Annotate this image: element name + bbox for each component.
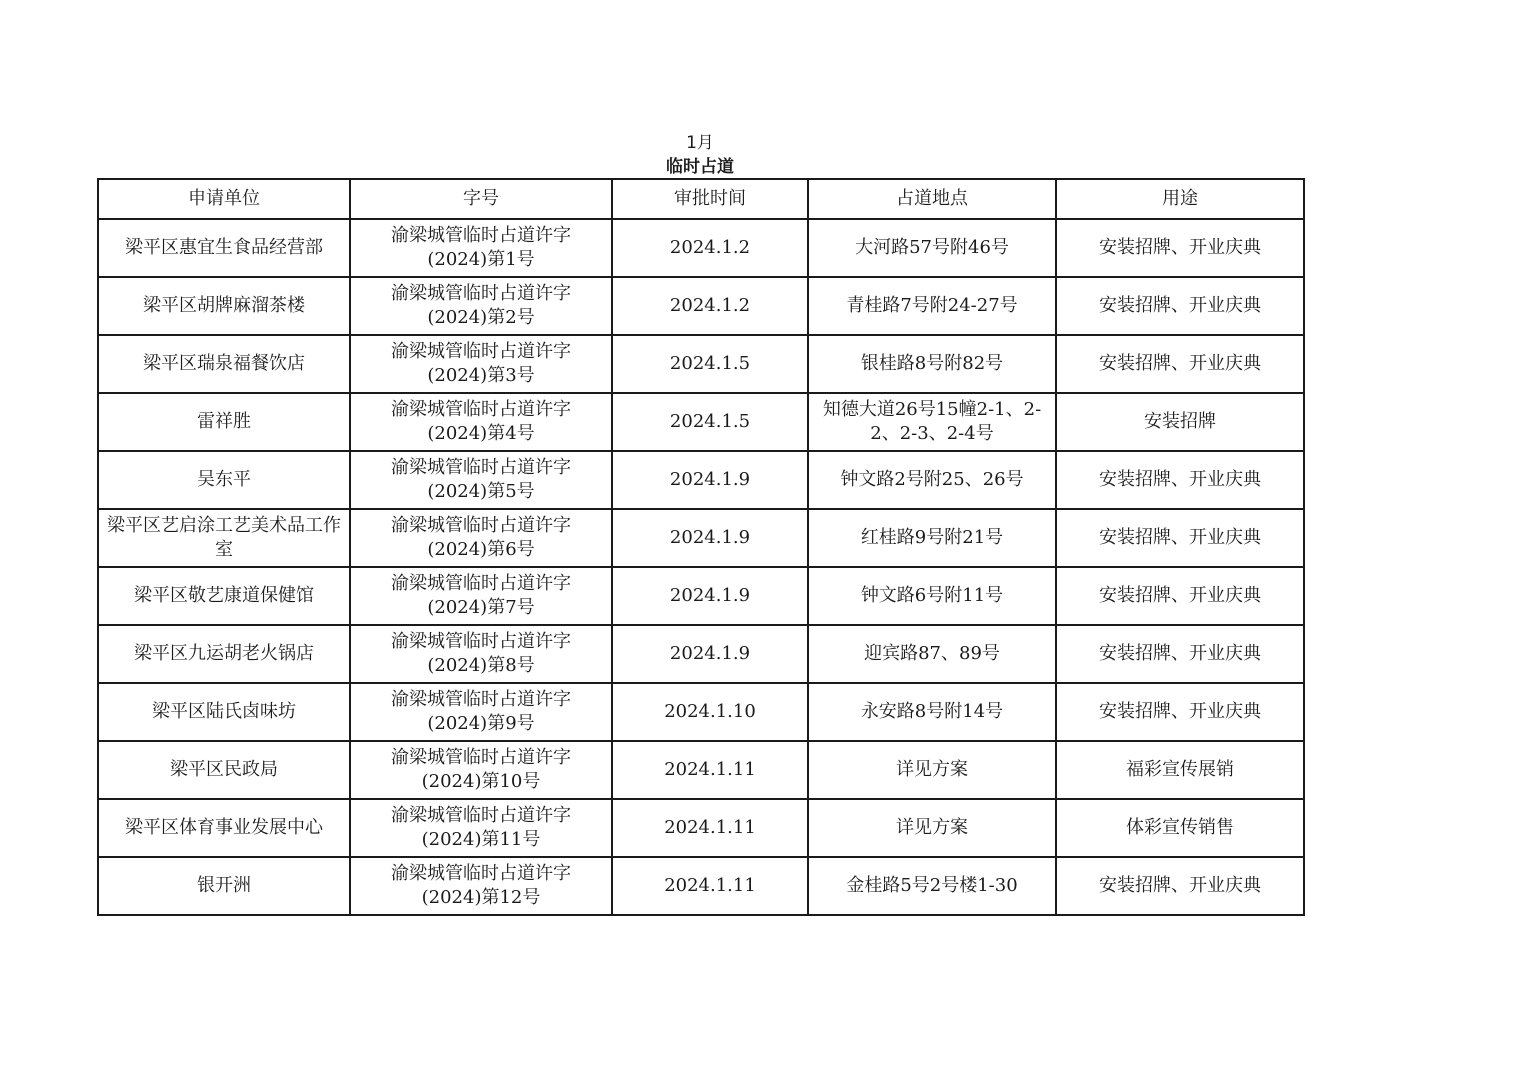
cell-purpose: 安装招牌、开业庆典 — [1056, 219, 1304, 277]
cell-applicant: 梁平区艺启涂工艺美术品工作室 — [98, 509, 350, 567]
table-row — [98, 509, 1304, 567]
permit-no-line2: (2024)第2号 — [427, 307, 535, 328]
cell-purpose: 安装招牌、开业庆典 — [1056, 683, 1304, 741]
permit-table — [97, 178, 1305, 916]
cell-location: 青桂路7号附24-27号 — [808, 277, 1056, 335]
page-month-title: 1月 — [686, 133, 714, 153]
permit-no-line2: (2024)第12号 — [421, 887, 541, 908]
cell-permit-no — [350, 741, 612, 799]
header-applicant: 申请单位 — [98, 179, 350, 219]
cell-approval-date: 2024.1.9 — [612, 509, 808, 567]
cell-approval-date: 2024.1.5 — [612, 393, 808, 451]
cell-location: 详见方案 — [808, 799, 1056, 857]
table-header-row — [98, 179, 1304, 219]
cell-purpose: 安装招牌 — [1056, 393, 1304, 451]
cell-approval-date: 2024.1.5 — [612, 335, 808, 393]
cell-permit-no — [350, 567, 612, 625]
cell-purpose: 安装招牌、开业庆典 — [1056, 509, 1304, 567]
cell-applicant: 梁平区敬艺康道保健馆 — [98, 567, 350, 625]
permit-no-line1: 渝梁城管临时占道许字 — [391, 863, 571, 884]
permit-no-line2: (2024)第4号 — [427, 423, 535, 444]
cell-location: 银桂路8号附82号 — [808, 335, 1056, 393]
permit-no-line1: 渝梁城管临时占道许字 — [391, 631, 571, 652]
cell-permit-no — [350, 451, 612, 509]
cell-permit-no — [350, 393, 612, 451]
cell-approval-date: 2024.1.2 — [612, 219, 808, 277]
header-location: 占道地点 — [808, 179, 1056, 219]
cell-approval-date: 2024.1.2 — [612, 277, 808, 335]
cell-approval-date: 2024.1.9 — [612, 567, 808, 625]
cell-approval-date: 2024.1.9 — [612, 625, 808, 683]
table-row — [98, 335, 1304, 393]
cell-permit-no — [350, 625, 612, 683]
permit-no-line2: (2024)第11号 — [421, 829, 541, 850]
permit-no-line1: 渝梁城管临时占道许字 — [391, 399, 571, 420]
cell-location: 大河路57号附46号 — [808, 219, 1056, 277]
header-approval-date: 审批时间 — [612, 179, 808, 219]
cell-approval-date: 2024.1.11 — [612, 857, 808, 915]
table-row — [98, 857, 1304, 915]
cell-approval-date: 2024.1.10 — [612, 683, 808, 741]
cell-permit-no — [350, 277, 612, 335]
cell-applicant: 银开洲 — [98, 857, 350, 915]
cell-applicant: 梁平区民政局 — [98, 741, 350, 799]
table-row — [98, 567, 1304, 625]
permit-no-line2: (2024)第9号 — [427, 713, 535, 734]
permit-no-line1: 渝梁城管临时占道许字 — [391, 689, 571, 710]
permit-no-line2: (2024)第8号 — [427, 655, 535, 676]
permit-no-line2: (2024)第1号 — [427, 249, 535, 270]
cell-location: 知德大道26号15幢2-1、2-2、2-3、2-4号 — [808, 393, 1056, 451]
cell-purpose: 安装招牌、开业庆典 — [1056, 277, 1304, 335]
cell-purpose: 安装招牌、开业庆典 — [1056, 857, 1304, 915]
table-row — [98, 219, 1304, 277]
cell-applicant: 梁平区体育事业发展中心 — [98, 799, 350, 857]
permit-no-line2: (2024)第3号 — [427, 365, 535, 386]
table-row — [98, 277, 1304, 335]
table-row — [98, 393, 1304, 451]
permit-no-line1: 渝梁城管临时占道许字 — [391, 805, 571, 826]
cell-purpose: 安装招牌、开业庆典 — [1056, 625, 1304, 683]
cell-purpose: 安装招牌、开业庆典 — [1056, 567, 1304, 625]
cell-location: 金桂路5号2号楼1-30 — [808, 857, 1056, 915]
permit-no-line1: 渝梁城管临时占道许字 — [391, 225, 571, 246]
header-purpose: 用途 — [1056, 179, 1304, 219]
cell-purpose: 安装招牌、开业庆典 — [1056, 335, 1304, 393]
table-row — [98, 683, 1304, 741]
cell-location: 迎宾路87、89号 — [808, 625, 1056, 683]
cell-purpose: 福彩宣传展销 — [1056, 741, 1304, 799]
permit-no-line1: 渝梁城管临时占道许字 — [391, 747, 571, 768]
cell-permit-no — [350, 683, 612, 741]
permit-no-line1: 渝梁城管临时占道许字 — [391, 283, 571, 304]
cell-applicant: 梁平区胡牌麻溜茶楼 — [98, 277, 350, 335]
permit-no-line1: 渝梁城管临时占道许字 — [391, 573, 571, 594]
cell-purpose: 体彩宣传销售 — [1056, 799, 1304, 857]
permit-no-line1: 渝梁城管临时占道许字 — [391, 341, 571, 362]
cell-approval-date: 2024.1.11 — [612, 741, 808, 799]
permit-no-line2: (2024)第10号 — [421, 771, 541, 792]
cell-approval-date: 2024.1.9 — [612, 451, 808, 509]
table-row — [98, 799, 1304, 857]
cell-applicant: 吴东平 — [98, 451, 350, 509]
header-permit-no: 字号 — [350, 179, 612, 219]
cell-permit-no — [350, 799, 612, 857]
permit-no-line1: 渝梁城管临时占道许字 — [391, 457, 571, 478]
cell-applicant: 梁平区瑞泉福餐饮店 — [98, 335, 350, 393]
cell-permit-no — [350, 335, 612, 393]
cell-location: 钟文路2号附25、26号 — [808, 451, 1056, 509]
cell-permit-no — [350, 857, 612, 915]
permit-no-line2: (2024)第6号 — [427, 539, 535, 560]
cell-location: 详见方案 — [808, 741, 1056, 799]
cell-permit-no — [350, 509, 612, 567]
permit-no-line2: (2024)第7号 — [427, 597, 535, 618]
table-row — [98, 625, 1304, 683]
cell-location: 永安路8号附14号 — [808, 683, 1056, 741]
cell-applicant: 梁平区惠宜生食品经营部 — [98, 219, 350, 277]
table-row — [98, 451, 1304, 509]
cell-applicant: 雷祥胜 — [98, 393, 350, 451]
cell-purpose: 安装招牌、开业庆典 — [1056, 451, 1304, 509]
cell-applicant: 梁平区陆氏卤味坊 — [98, 683, 350, 741]
permit-no-line2: (2024)第5号 — [427, 481, 535, 502]
permit-no-line1: 渝梁城管临时占道许字 — [391, 515, 571, 536]
cell-location: 钟文路6号附11号 — [808, 567, 1056, 625]
cell-approval-date: 2024.1.11 — [612, 799, 808, 857]
cell-applicant: 梁平区九运胡老火锅店 — [98, 625, 350, 683]
page-category-title: 临时占道 — [666, 157, 734, 177]
table-row — [98, 741, 1304, 799]
cell-permit-no — [350, 219, 612, 277]
cell-location: 红桂路9号附21号 — [808, 509, 1056, 567]
